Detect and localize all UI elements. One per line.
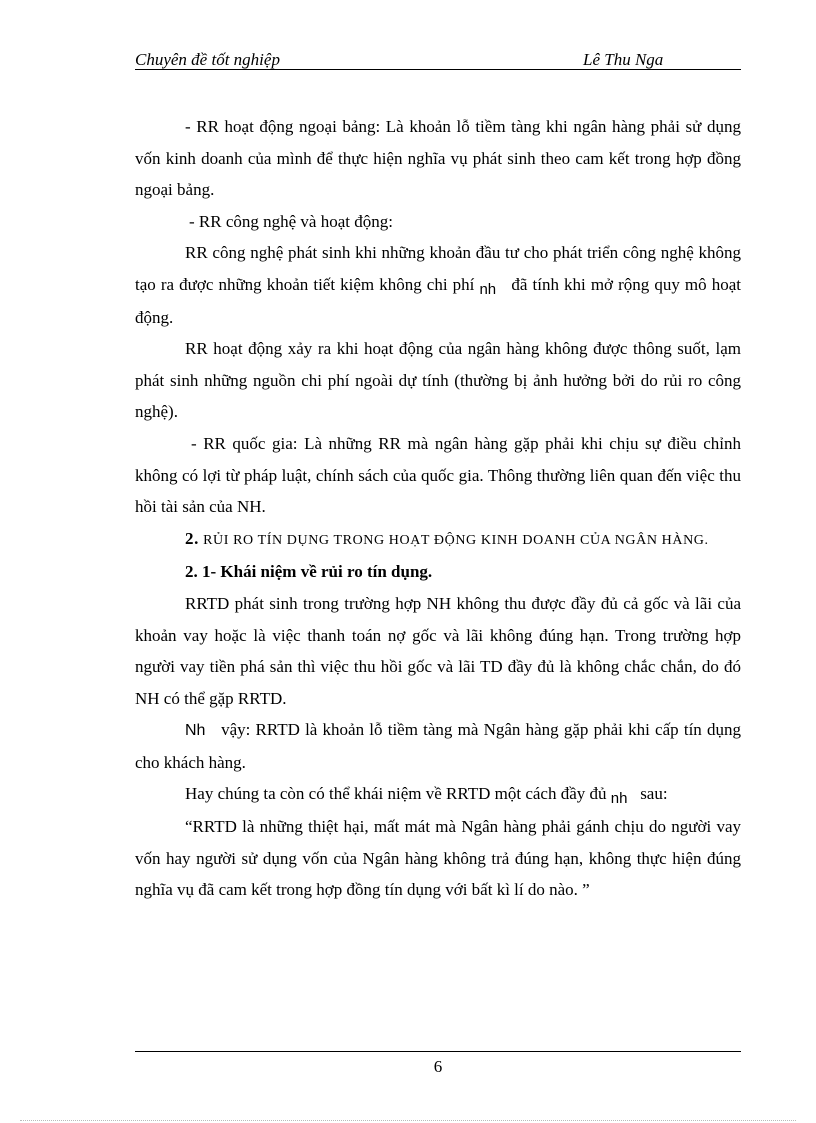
full-concept-nh: nh [610, 790, 628, 808]
paragraph-full-concept-intro [135, 778, 741, 811]
header-left: Chuyên đề tốt nghiệp [135, 50, 280, 69]
summary-nh: Nh [185, 722, 206, 740]
section-heading-2-text: RỦI RO TÍN DỤNG TRONG HOẠT ĐỘNG KINH DOANH CỦA NGÂN HÀNG. [203, 532, 709, 548]
paragraph-offbalance-risk: - RR hoạt động ngoại bảng: Là khoản lỗ tiềm tàng khi ngân hàng phải sử dụng vốn kinh doanh của mình để thực hiện nghĩa vụ phát sinh theo cam kết trong hợp đồng ngoại bảng. [135, 117, 741, 200]
paragraph-rrtd-definition: RRTD phát sinh trong trường hợp NH không thu được đầy đủ cả gốc và lãi của khoản vay hoặc là việc thanh toán nợ gốc và lãi không đúng hạn. Trong trường hợp người vay tiền phá sản thì việc thu hồi gốc và lãi TD đầy đủ là không chắc chắn, do đó NH có thể gặp RRTD. [135, 593, 741, 708]
tech-risk-nh: nh [479, 280, 497, 298]
subsection-heading-2-1: 2. 1- Khái niệm về rủi ro tín dụng. [185, 562, 433, 582]
paragraph-rrtd-summary [135, 714, 741, 778]
body-text [135, 111, 741, 906]
section-heading-2 [135, 523, 741, 557]
tech-risk-text-a: RR công nghệ phát sinh khi những khoản đầu tư cho phát triển công nghệ không tạo ra được những khoản tiết kiệm không chi phí [135, 243, 741, 294]
header-rule [135, 69, 741, 70]
page-bottom-border [20, 1120, 796, 1121]
section-heading-2-number: 2. [185, 528, 199, 548]
paragraph-tech-ops-title: - RR công nghệ và hoạt động: [189, 211, 393, 231]
paragraph-quote: “RRTD là những thiệt hại, mất mát mà Ngân hàng phải gánh chịu do người vay vốn hay người sử dụng vốn của Ngân hàng không trả đúng hạn, không thực hiện đúng nghĩa vụ đã cam kết trong hợp đồng tín dụng với bất kì lí do nào. ” [135, 817, 741, 900]
paragraph-country-risk: - RR quốc gia: Là những RR mà ngân hàng gặp phải khi chịu sự điều chỉnh không có lợi từ pháp luật, chính sách của quốc gia. Thông thường liên quan đến việc thu hồi tài sản của NH. [135, 433, 741, 517]
page-number: 6 [433, 1057, 443, 1076]
footer-rule [135, 1051, 741, 1052]
tech-risk-text-b: đã tính khi mở rộng quy mô hoạt động. [135, 274, 741, 327]
full-concept-text-a: Hay chúng ta còn có thể khái niệm về RRTD một cách đầy đủ [185, 784, 607, 804]
summary-text: vậy: RRTD là khoản lỗ tiềm tàng mà Ngân hàng gặp phải khi cấp tín dụng cho khách hàng. [135, 720, 741, 772]
header-right: Lê Thu Nga [583, 50, 664, 69]
paragraph-ops-risk: RR hoạt động xảy ra khi hoạt động của ngân hàng không được thông suốt, lạm phát sinh những nguồn chi phí ngoài dự tính (thường bị ảnh hưởng bởi do rủi ro công nghệ). [135, 339, 741, 422]
full-concept-text-b: sau: [640, 784, 668, 804]
paragraph-tech-risk [135, 237, 741, 333]
